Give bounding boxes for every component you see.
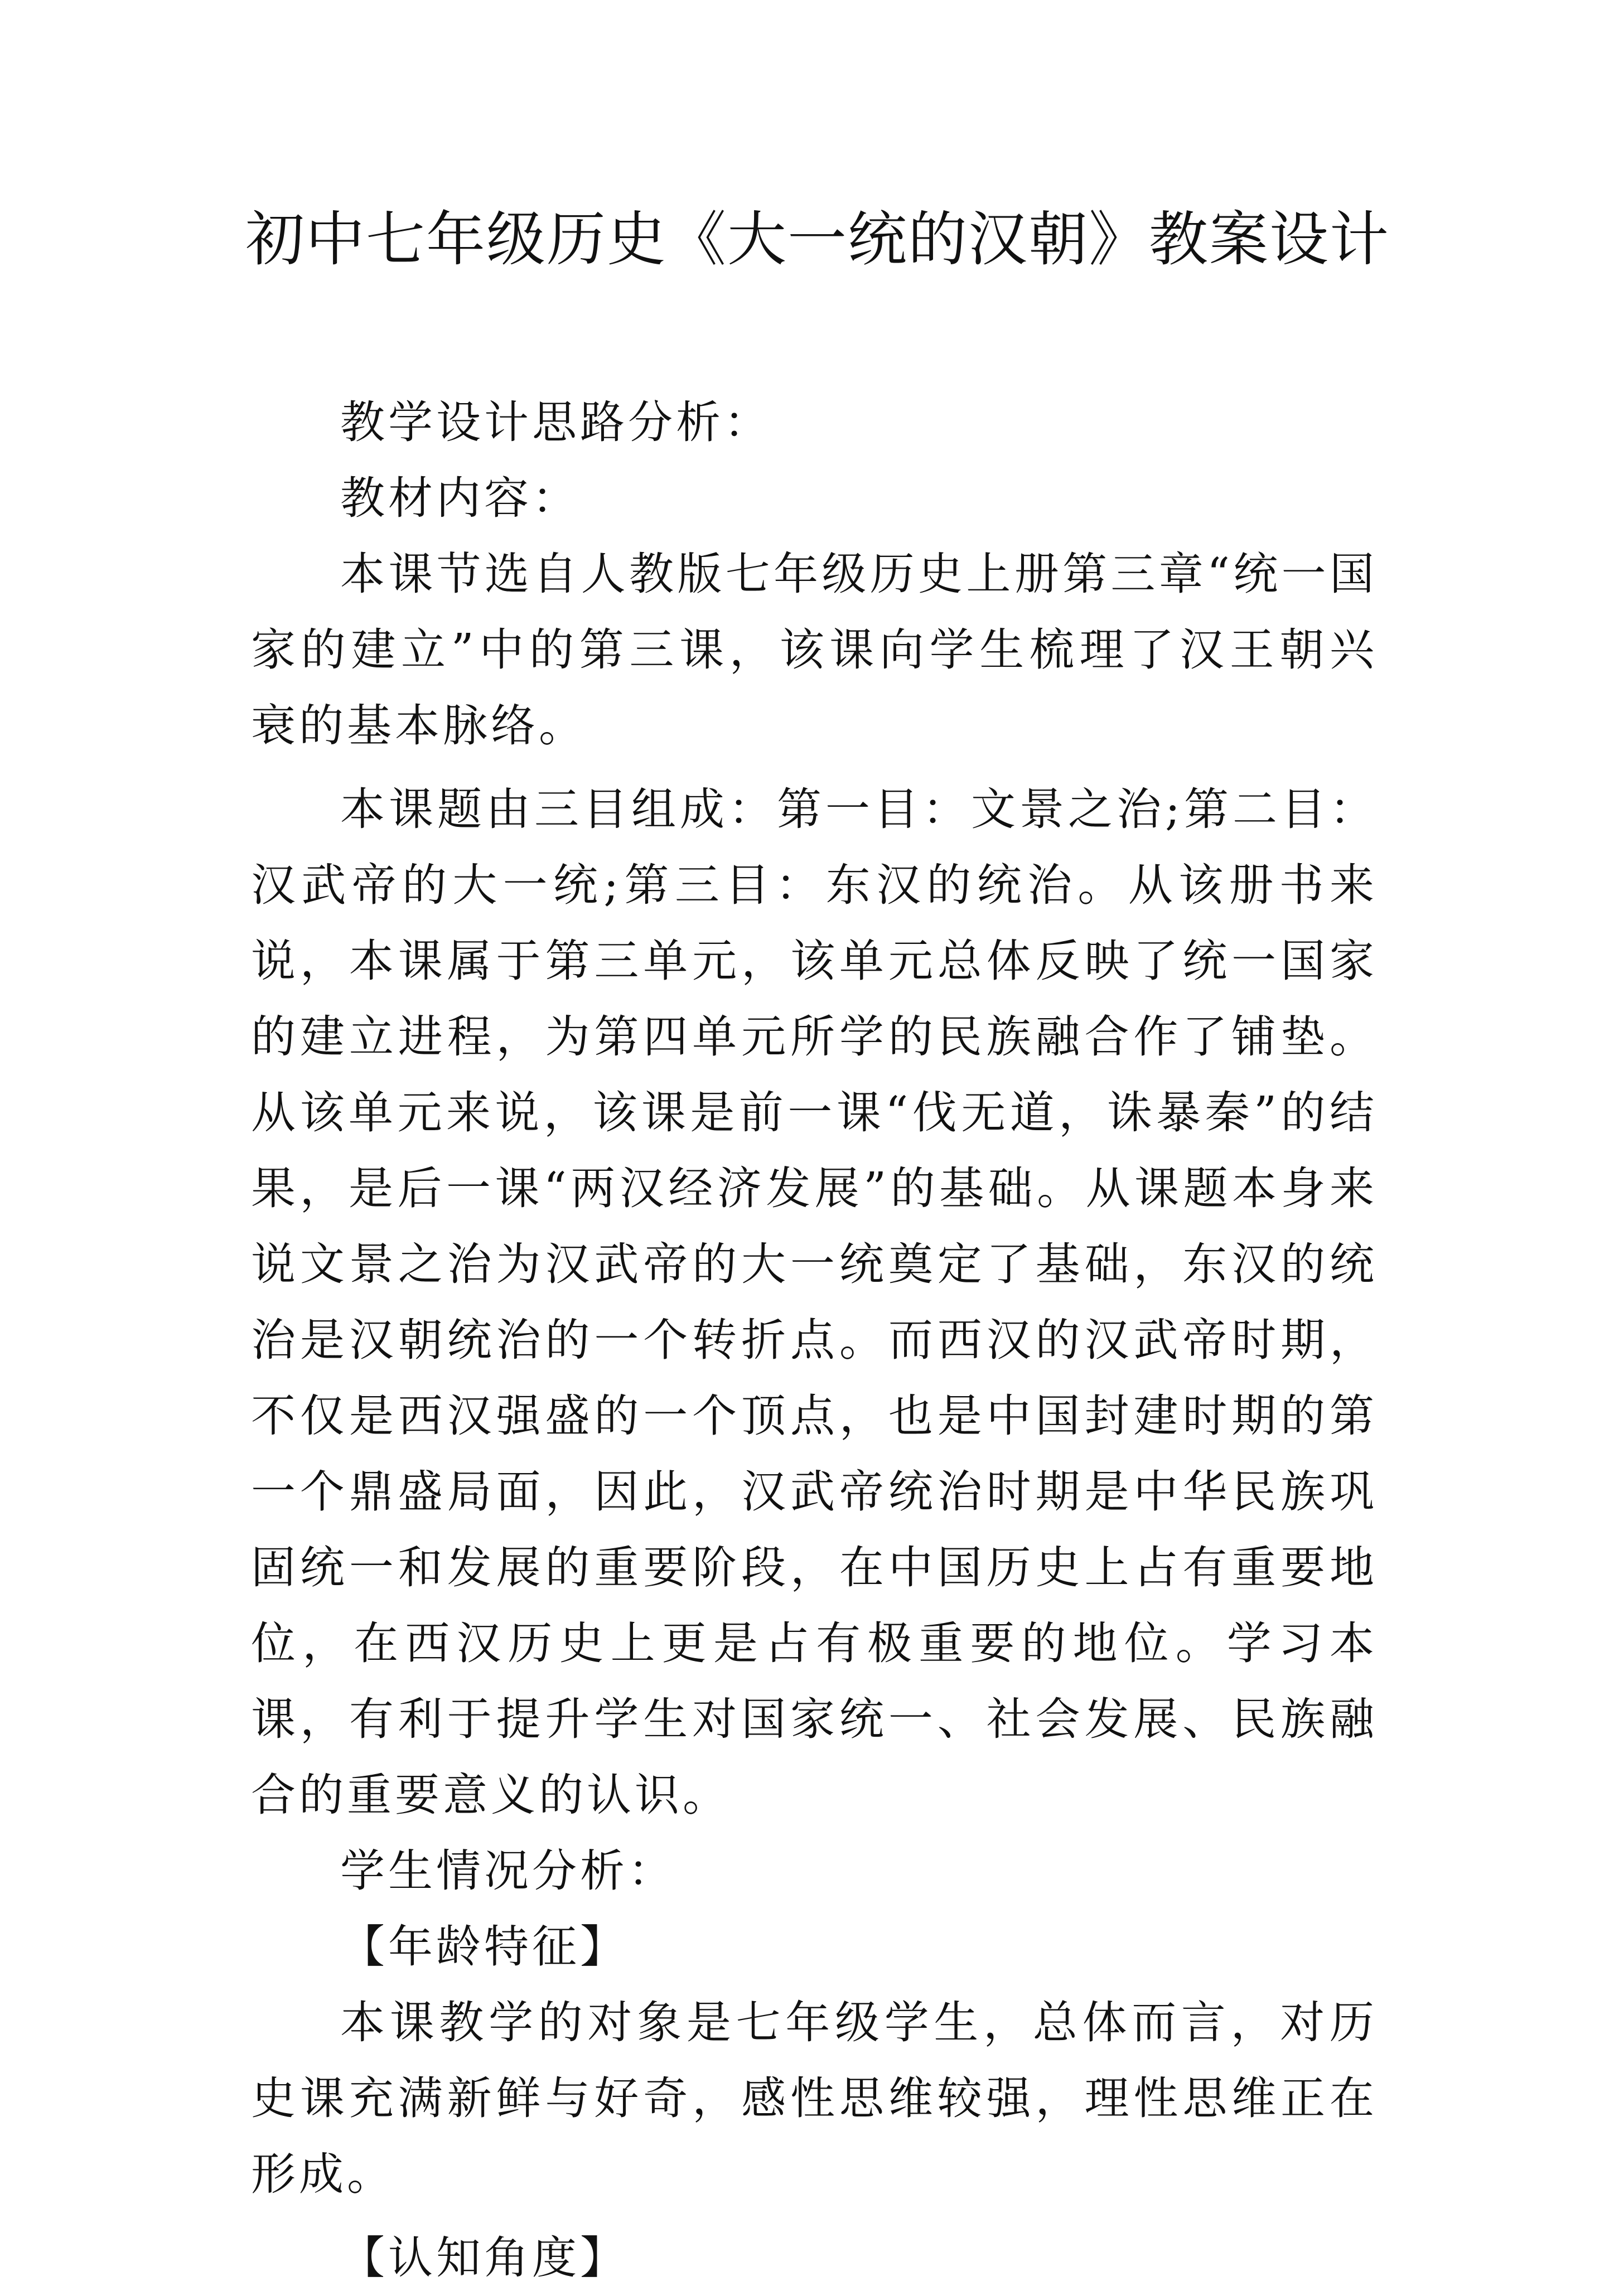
- paragraph-student-analysis: 学生情况分析：: [340, 1845, 676, 1897]
- paragraph-lesson-structure: 本课题由三目组成：第一目：文景之治;第二目：汉武帝的大一统;第三目：东汉的统治。从该册书来说，本课属于第三单元，该单元总体反映了统一国家的建立进程，为第四单元所学的民族融合作了铺垫。从该单元来说，该课是前一课“伐无道，诛暴秦”的结果，是后一课“两汉经济发展”的基础。从课题本身来说文景之治为汉武帝的大一统奠定了基础，东汉的统治是汉朝统治的一个转折点。而西汉的汉武帝时期，不仅是西汉强盛的一个顶点，也是中国封建时期的第一个鼎盛局面，因此，汉武帝统治时期是中华民族巩固统一和发展的重要阶段，在中国历史上占有重要地位，在西汉历史上更是占有极重要的地位。学习本课，有利于提升学生对国家统一、社会发展、民族融合的重要意义的认识。: [251, 783, 1378, 1821]
- paragraph-age-feature-heading: 【年龄特征】: [340, 1921, 628, 1973]
- paragraph-age-feature: 本课教学的对象是七年级学生，总体而言，对历史课充满新鲜与好奇，感性思维较强，理性思维正在形成。: [251, 1997, 1378, 2200]
- paragraph-design-analysis: 教学设计思路分析：: [340, 396, 772, 448]
- document-title: 初中七年级历史《大一统的汉朝》教案设计: [245, 205, 1390, 274]
- paragraph-lesson-source: 本课节选自人教版七年级历史上册第三章“统一国家的建立”中的第三课，该课向学生梳理了汉王朝兴衰的基本脉络。: [251, 548, 1378, 752]
- paragraph-material-heading: 教材内容：: [340, 472, 580, 524]
- paragraph-cognitive-heading: 【认知角度】: [340, 2232, 628, 2284]
- document-body: [251, 385, 1378, 2296]
